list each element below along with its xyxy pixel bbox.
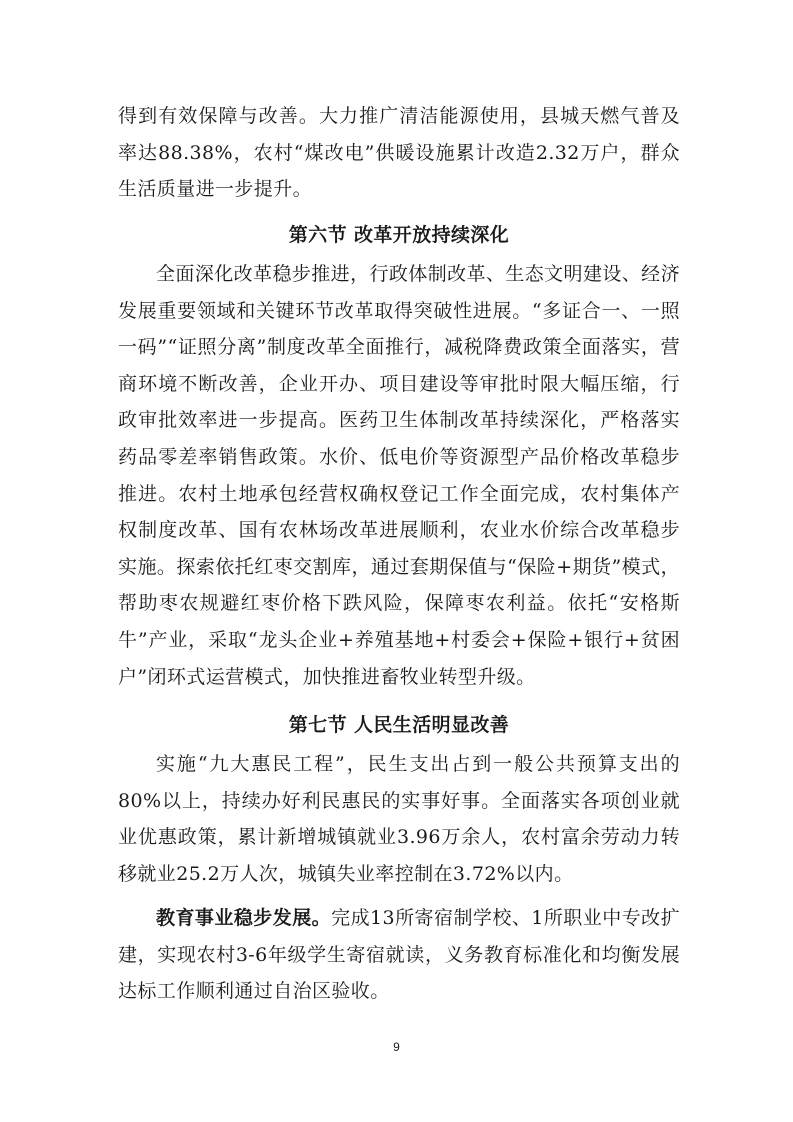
- section-7-heading: 第七节 人民生活明显改善: [288, 714, 510, 736]
- section-7-paragraph: 实施“九大惠民工程”，民生支出占到一般公共预算支出的 80%以上，持续办好利民惠民的实事好事。全面落实各项创业就业优惠政策，累计新增城镇就业3.96万余人，农村富余劳动力转移就业25.2万人次，城镇失业率控制在3.72%以内。: [118, 753, 680, 885]
- section-6-block: [118, 256, 680, 695]
- education-text: 完成13所寄宿制学校、1所职业中专改扩建，实现农村3-6年级学生寄宿就读，义务教育标准化和均衡发展达标工作顺利通过自治区验收。: [118, 907, 680, 1003]
- education-block: [118, 900, 680, 1010]
- section-7-block: [118, 746, 680, 892]
- education-lead: 教育事业稳步发展。: [156, 907, 332, 929]
- page-number: 9: [393, 1040, 400, 1054]
- intro-paragraph: 得到有效保障与改善。大力推广清洁能源使用，县城天燃气普及率达88.38%，农村“煤改电”供暖设施累计改造2.32万户，群众生活质量进一步提升。: [118, 105, 680, 201]
- section-6-heading: 第六节 改革开放持续深化: [288, 224, 510, 246]
- section-6-paragraph: 全面深化改革稳步推进，行政体制改革、生态文明建设、经济发展重要领域和关键环节改革取得突破性进展。“多证合一、一照一码”“证照分离”制度改革全面推行，减税降费政策全面落实，营商环境不断改善，企业开办、项目建设等审批时限大幅压缩，行政审批效率进一步提高。医药卫生体制改革持续深化，严格落实药品零差率销售政策。水价、低电价等资源型产品价格改革稳步推进。农村土地承包经营权确权登记工作全面完成，农村集体产权制度改革、国有农林场改革进展顺利，农业水价综合改革稳步实施。探索依托红枣交割库，通过套期保值与“保险+期货”模式，帮助枣农规避红枣价格下跌风险，保障枣农利益。依托“安格斯牛”产业，采取“龙头企业+养殖基地+村委会+保险+银行+贫困户”闭环式运营模式，加快推进畜牧业转型升级。: [118, 263, 680, 688]
- intro-block: [118, 98, 680, 208]
- education-paragraph: [118, 900, 680, 1010]
